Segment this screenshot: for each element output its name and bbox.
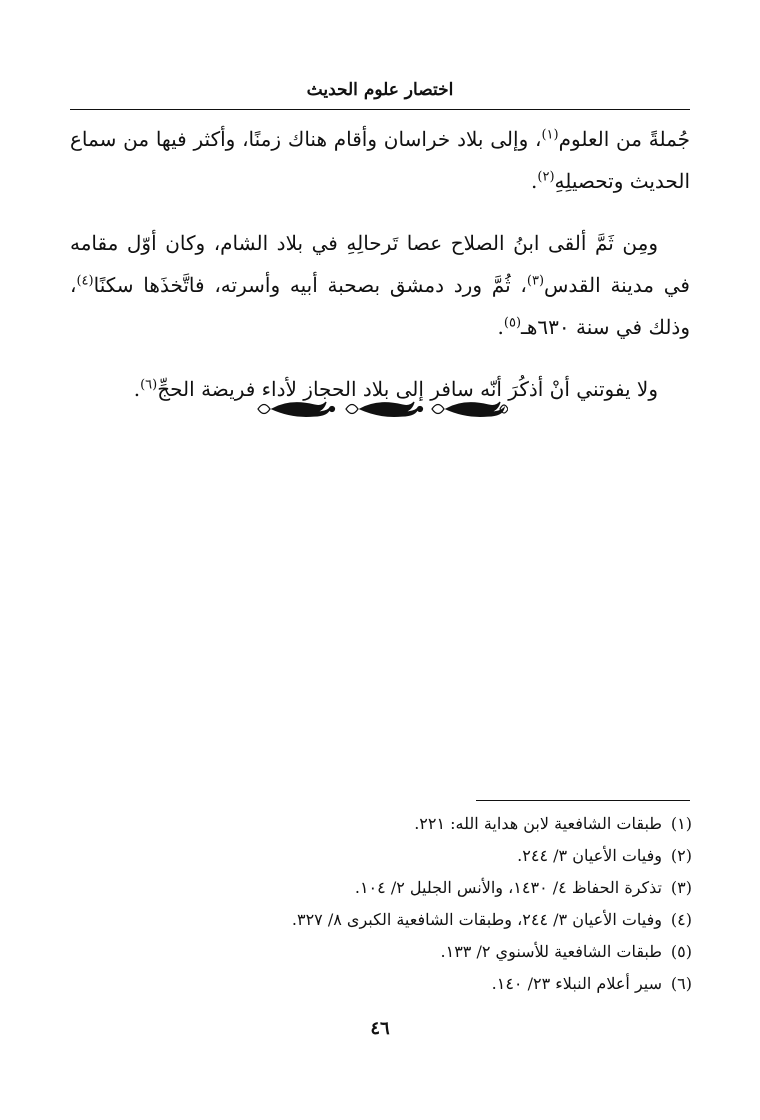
text-run: جُملةً من العلوم [558,127,691,151]
footnote-reference: (٣) [526,273,545,289]
footnote-item [70,968,692,1000]
footnote-number: (٤) [670,910,692,929]
text-run: ومِن ثَمَّ ألقى ابنُ الصلاح عصا تَرحالِهِ في بلاد الشام، وكان أوّل مقامه في مدينة القدس [70,231,690,297]
footnote-number: (٣) [670,878,692,897]
footnote-number: (٦) [670,974,692,993]
footnote-text: سير أعلام النبلاء ٢٣/ ١٤٠. [491,974,662,993]
paragraph [70,118,690,202]
ornament-divider-icon [252,396,508,422]
footnote-reference: (٦) [140,377,158,393]
footnote-item [70,808,692,840]
text-run: . [497,315,504,339]
running-header: اختصار علوم الحديث [306,80,454,100]
footnote-text: تذكرة الحفاظ ٤/ ١٤٣٠، والأنس الجليل ٢/ ١٠٤. [354,878,662,897]
footnote-text: وفيات الأعيان ٣/ ٢٤٤. [517,846,662,865]
footnote-text: وفيات الأعيان ٣/ ٢٤٤، وطبقات الشافعية الكبرى ٨/ ٣٢٧. [291,910,662,929]
footnote-reference: (١) [541,127,559,143]
footnote-number: (١) [670,814,692,833]
footnote-text: طبقات الشافعية لابن هداية الله: ٢٢١. [414,814,662,833]
footnote-item [70,840,692,872]
footnote-number: (٢) [670,846,692,865]
footnote-reference: (٢) [537,169,555,185]
footnote-reference: (٤) [76,273,94,289]
main-text [70,118,690,430]
paragraph [70,222,690,348]
text-run: . [133,377,141,401]
header-divider [70,109,690,110]
footnote-item [70,872,692,904]
text-run: ولا يفوتني أنْ أذكُرَ أنّه سافر إلى بلاد الحجاز لأداء فريضة الحجِّ [157,377,658,401]
page-number: ٤٦ [370,1018,390,1039]
text-run: ، ثُمَّ ورد دمشق بصحبة أبيه وأسرته، فاتَّخذَها سكنًا [93,273,527,297]
text-run: . [531,169,538,193]
text-run: ، وإلى بلاد خراسان وأقام هناك زمنًا، وأكثر فيها من سماع الحديث وتحصيلِهِ [70,127,690,193]
footnote-number: (٥) [670,942,692,961]
footnote-item [70,936,692,968]
footnote-reference: (٥) [503,315,522,331]
text-run: ، وذلك في سنة ٦٣٠هـ [70,273,690,339]
footnotes-list [70,808,692,1000]
footnote-separator [476,800,690,801]
footnote-text: طبقات الشافعية للأسنوي ٢/ ١٣٣. [440,942,662,961]
footnote-item [70,904,692,936]
